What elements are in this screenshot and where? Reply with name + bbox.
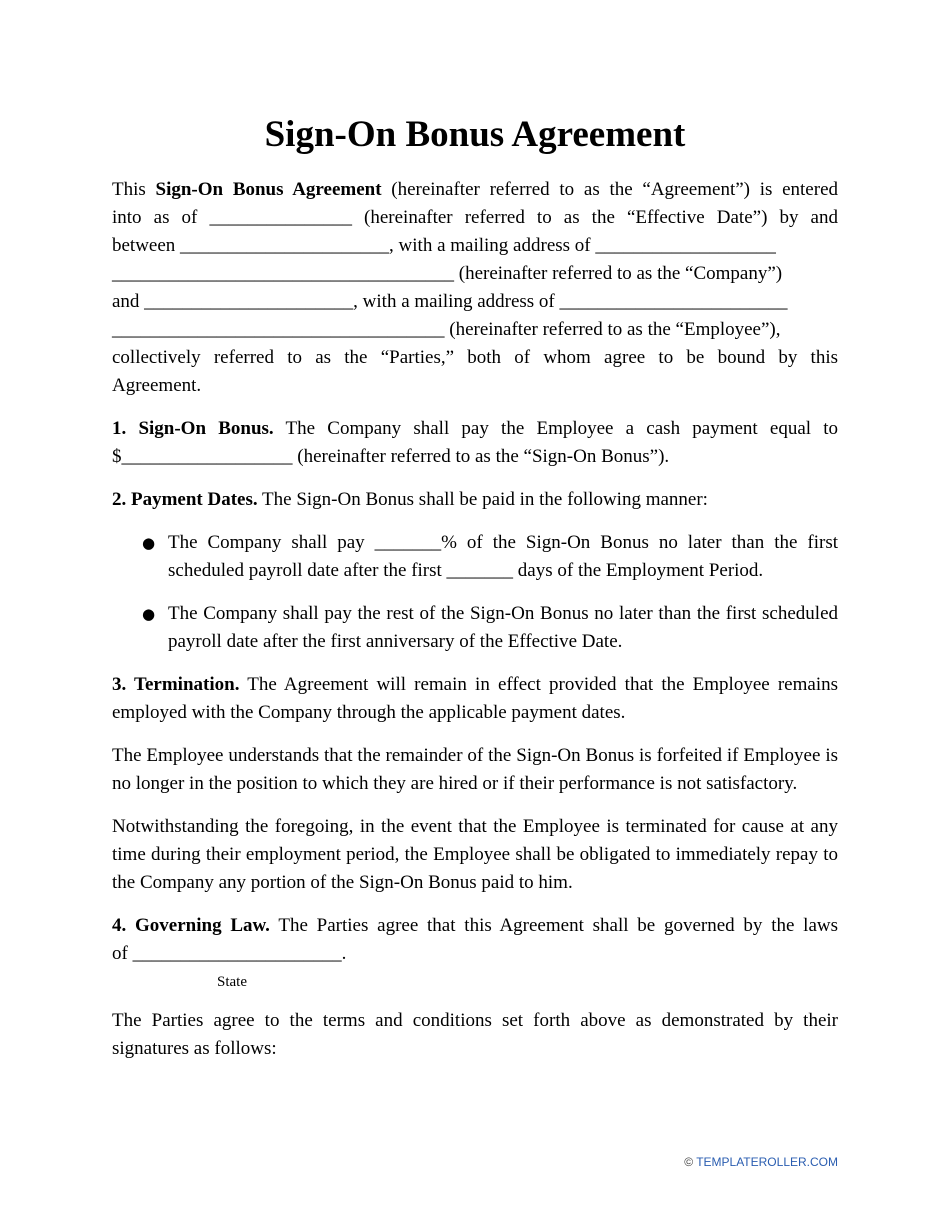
intro-line-2: into as of _______________ (hereinafter referred to as the “Effective Date”) by and <box>112 207 838 228</box>
section1-heading: 1. Sign-On Bonus. <box>112 418 274 439</box>
intro-line-1: This Sign-On Bonus Agreement (hereinafter referred to as the “Agreement”) is entered <box>112 179 838 200</box>
intro-line-8: Agreement. <box>112 375 202 396</box>
section4-line-1: 4. Governing Law. The Parties agree that this Agreement shall be governed by the laws <box>112 915 838 936</box>
section-governing-law <box>112 912 838 992</box>
intro-line-4: ____________________________________ (hereinafter referred to as the “Company”) <box>112 263 783 284</box>
list-item: ● The Company shall pay the rest of the Sign-On Bonus no later than the first scheduled payroll date after the first anniversary of the Effective Date. <box>112 600 838 656</box>
section1-line-1: 1. Sign-On Bonus. The Company shall pay the Employee a cash payment equal to <box>112 418 838 439</box>
intro-line-3: between ______________________, with a mailing address of ___________________ <box>112 235 776 256</box>
intro-line-5: and ______________________, with a mailing address of ________________________ <box>112 291 788 312</box>
section2-intro: 2. Payment Dates. The Sign-On Bonus shall be paid in the following manner: <box>112 489 708 510</box>
copyright-symbol: © <box>684 1155 694 1169</box>
section3-paragraph-3-wrap <box>112 813 838 897</box>
section4-heading: 4. Governing Law. <box>112 915 270 936</box>
section3-paragraph-2-wrap <box>112 742 838 798</box>
section-sign-on-bonus <box>112 415 838 471</box>
section1-line-2: $__________________ (hereinafter referred to as the “Sign-On Bonus”). <box>112 446 670 467</box>
list-item: ● The Company shall pay _______% of the Sign-On Bonus no later than the first scheduled payroll date after the first _______ days of the Employment Period. <box>112 529 838 585</box>
agreement-name: Sign-On Bonus Agreement <box>155 179 382 200</box>
templateroller-link[interactable]: TEMPLATEROLLER.COM <box>696 1155 838 1169</box>
footer-brand <box>684 1155 838 1169</box>
section3-paragraph-2: The Employee understands that the remainder of the Sign-On Bonus is forfeited if Employee is no longer in the position to which they are hired or if their performance is not satisfactory. <box>112 745 838 794</box>
closing-paragraph-wrap <box>112 1007 838 1063</box>
bullet-icon: ● <box>142 605 156 623</box>
state-caption: State <box>217 974 247 990</box>
bullet-icon: ● <box>142 534 156 552</box>
section-payment-dates <box>112 486 838 514</box>
document-body <box>112 176 838 1078</box>
intro-line-6: ___________________________________ (hereinafter referred to as the “Employee”), <box>112 319 781 340</box>
intro-paragraph <box>112 176 838 400</box>
section3-paragraph-3: Notwithstanding the foregoing, in the event that the Employee is terminated for cause at any time during their employment period, the Employee shall be obligated to immediately repay to the Company any portion of the Sign-On Bonus paid to him. <box>112 816 838 893</box>
intro-line-7: collectively referred to as the “Parties,” both of whom agree to be bound by this <box>112 347 838 368</box>
section-termination <box>112 671 838 727</box>
section3-heading: 3. Termination. <box>112 674 240 695</box>
section2-heading: 2. Payment Dates. <box>112 489 258 510</box>
section4-line-2: of ______________________. <box>112 943 347 964</box>
section3-paragraph-1: 3. Termination. The Agreement will remain in effect provided that the Employee remains employed with the Company through the applicable payment dates. <box>112 674 838 723</box>
page-title: Sign-On Bonus Agreement <box>264 114 686 155</box>
payment-bullet-list <box>112 529 838 656</box>
closing-paragraph: The Parties agree to the terms and conditions set forth above as demonstrated by their signatures as follows: <box>112 1010 838 1059</box>
